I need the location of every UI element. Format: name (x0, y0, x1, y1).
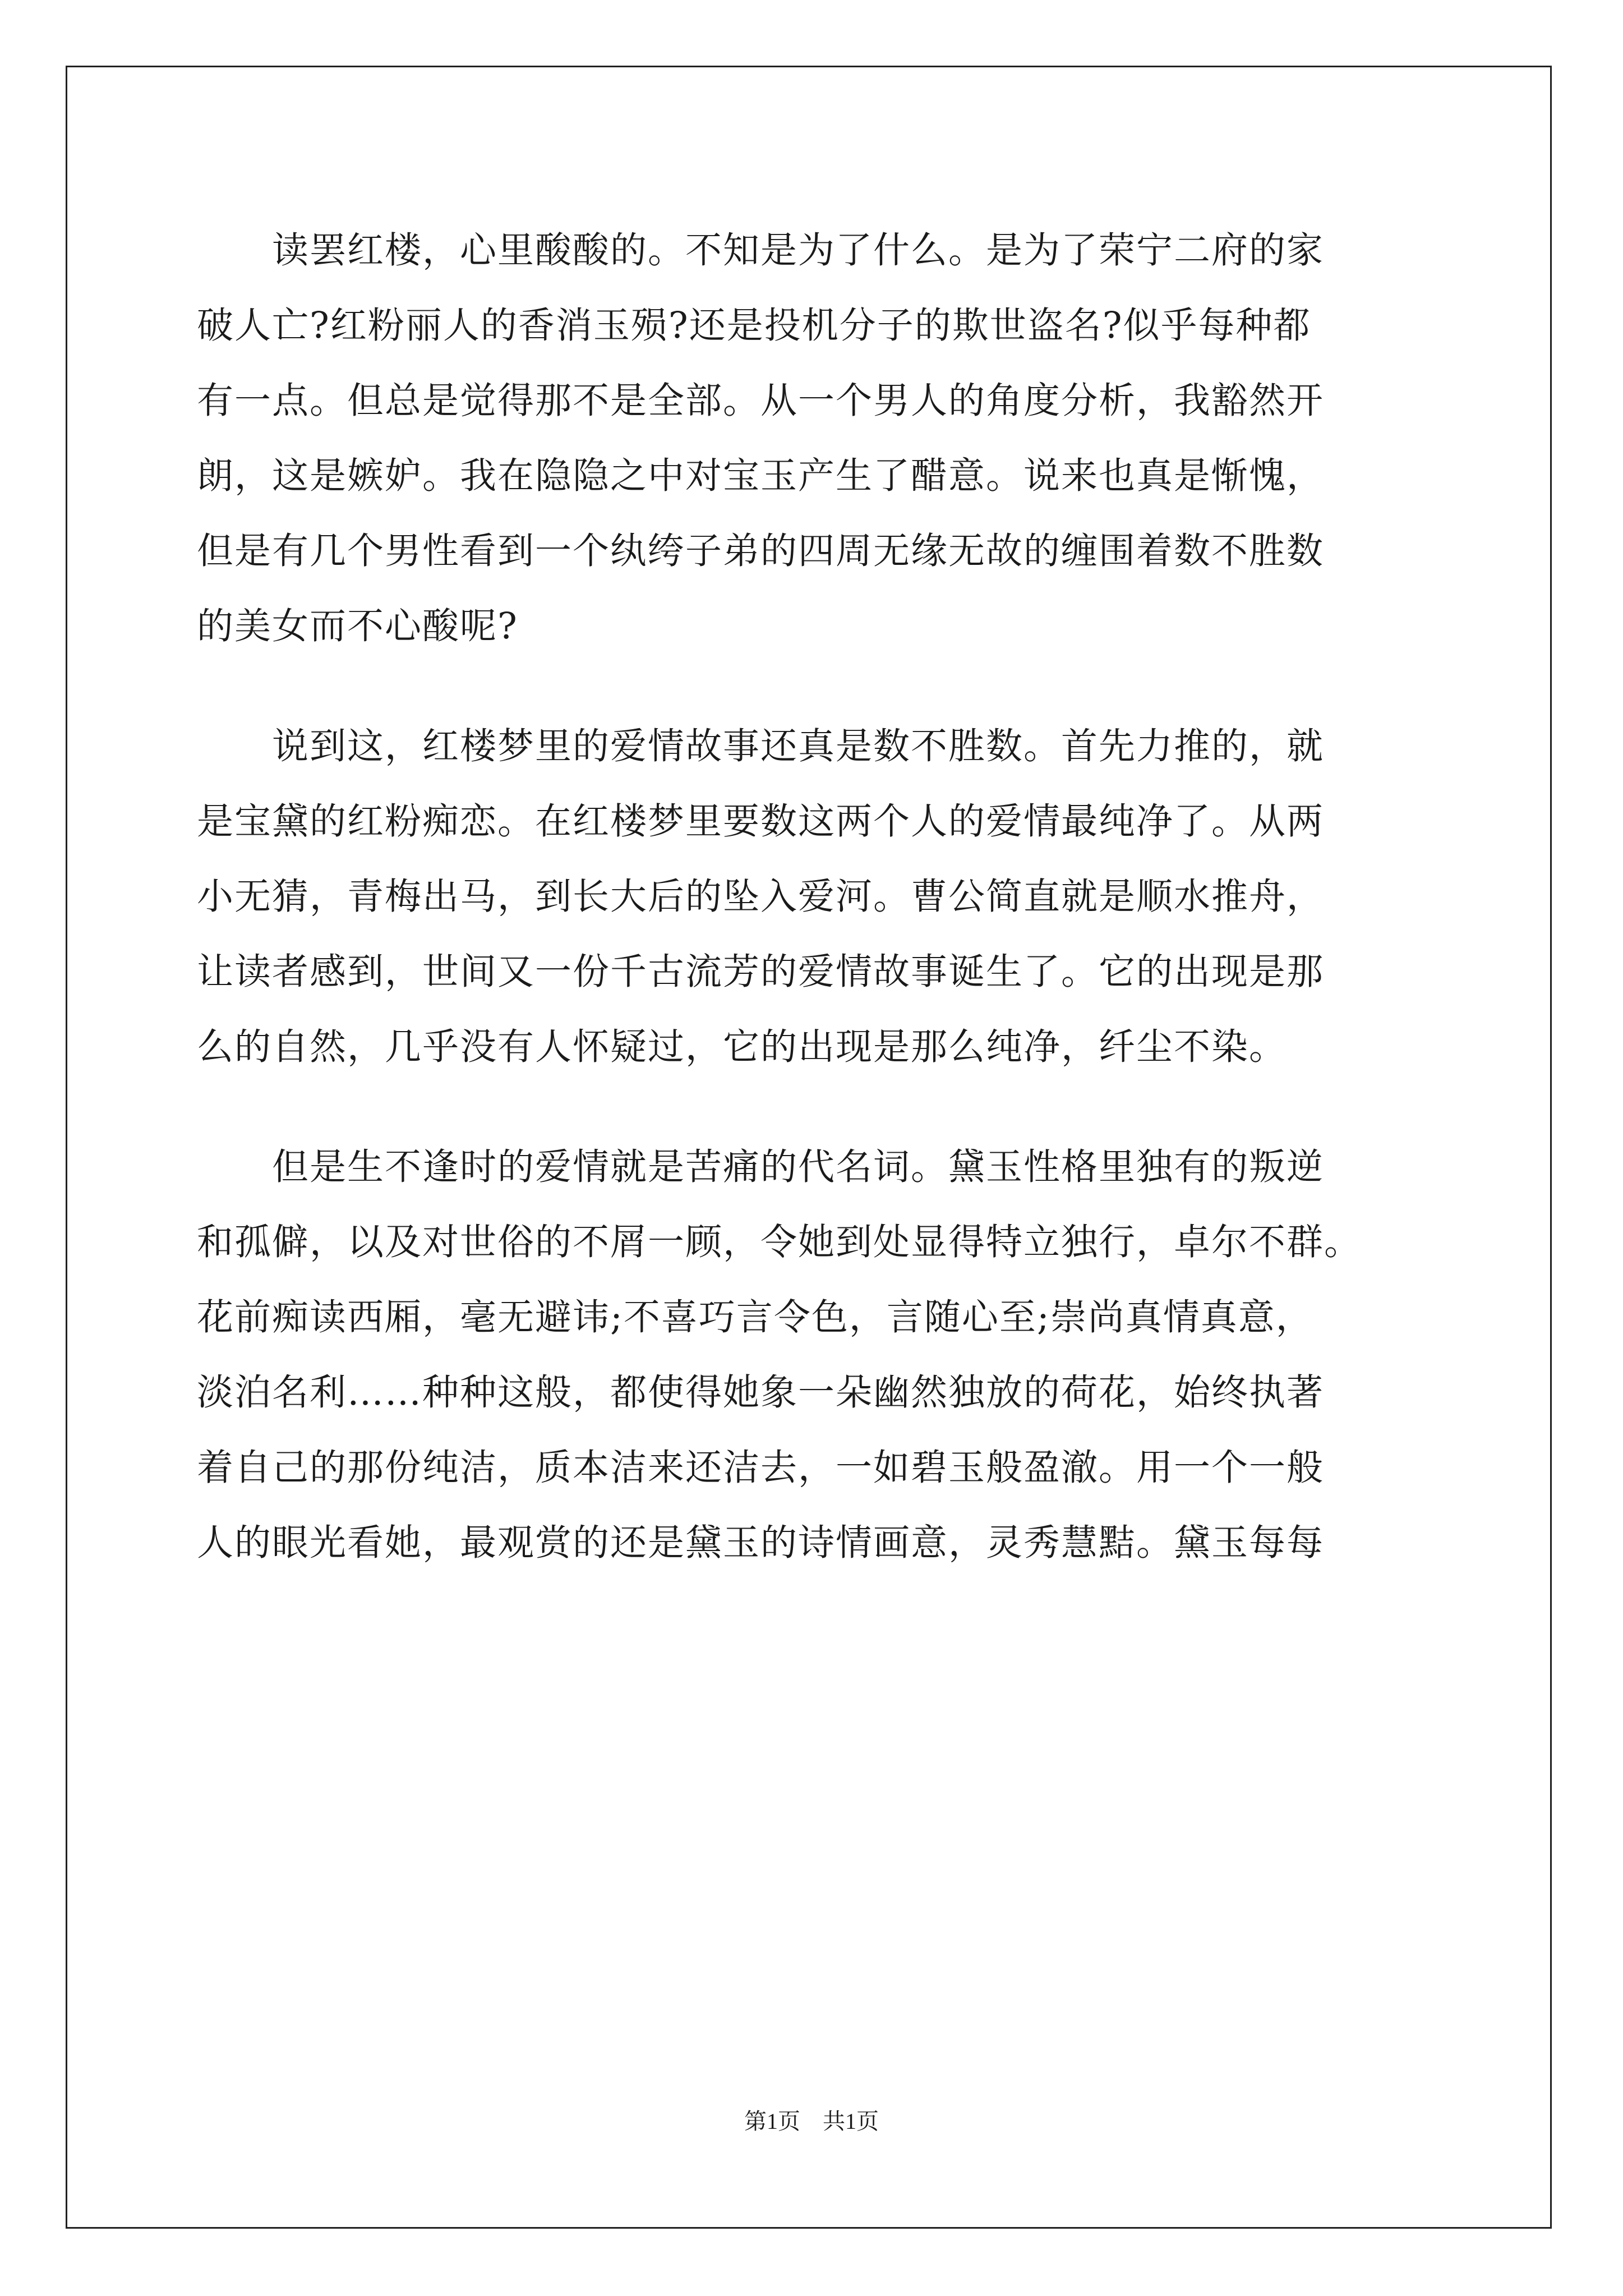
text-line: 小无猜，青梅出马，到长大后的坠入爱河。曹公简直就是顺水推舟， (197, 876, 1325, 918)
text-line: 有一点。但总是觉得那不是全部。从一个男人的角度分析，我豁然开 (197, 380, 1325, 422)
text-line: 说到这，红楼梦里的爱情故事还真是数不胜数。首先力推的，就 (197, 725, 1325, 767)
text-line: 读罢红楼，心里酸酸的。不知是为了什么。是为了荣宁二府的家 (197, 229, 1325, 272)
document-body (197, 213, 1431, 1581)
text-line: 淡泊名利……种种这般，都使得她象一朵幽然独放的荷花，始终执著 (197, 1372, 1325, 1414)
text-line: 和孤僻，以及对世俗的不屑一顾，令她到处显得特立独行，卓尔不群。 (197, 1221, 1362, 1263)
text-line: 让读者感到，世间又一份千古流芳的爱情故事诞生了。它的出现是那 (197, 951, 1325, 993)
paragraph-2 (197, 709, 1431, 1085)
paragraph-1 (197, 213, 1431, 664)
text-line: 是宝黛的红粉痴恋。在红楼梦里要数这两个人的爱情最纯净了。从两 (197, 800, 1325, 843)
paragraph-3 (197, 1130, 1431, 1581)
text-line: 但是生不逢时的爱情就是苦痛的代名词。黛玉性格里独有的叛逆 (197, 1146, 1325, 1188)
text-line: 花前痴读西厢，毫无避讳;不喜巧言令色，言随心至;崇尚真情真意， (197, 1296, 1313, 1338)
text-line: 但是有几个男性看到一个纨绔子弟的四周无缘无故的缠围着数不胜数 (197, 530, 1325, 572)
page-footer (0, 2104, 1623, 2136)
text-line: 的美女而不心酸呢? (197, 605, 518, 647)
text-line: 人的眼光看她，最观赏的还是黛玉的诗情画意，灵秀慧黠。黛玉每每 (197, 1522, 1325, 1564)
text-line: 朗，这是嫉妒。我在隐隐之中对宝玉产生了醋意。说来也真是惭愧， (197, 455, 1325, 497)
text-line: 破人亡?红粉丽人的香消玉殒?还是投机分子的欺世盗名?似乎每种都 (197, 305, 1311, 347)
page-number: 第1页 (744, 2109, 800, 2134)
text-line: 么的自然，几乎没有人怀疑过，它的出现是那么纯净，纤尘不染。 (197, 1026, 1287, 1068)
text-line: 着自己的那份纯洁，质本洁来还洁去，一如碧玉般盈澈。用一个一般 (197, 1447, 1325, 1489)
page-total: 共1页 (823, 2109, 879, 2134)
